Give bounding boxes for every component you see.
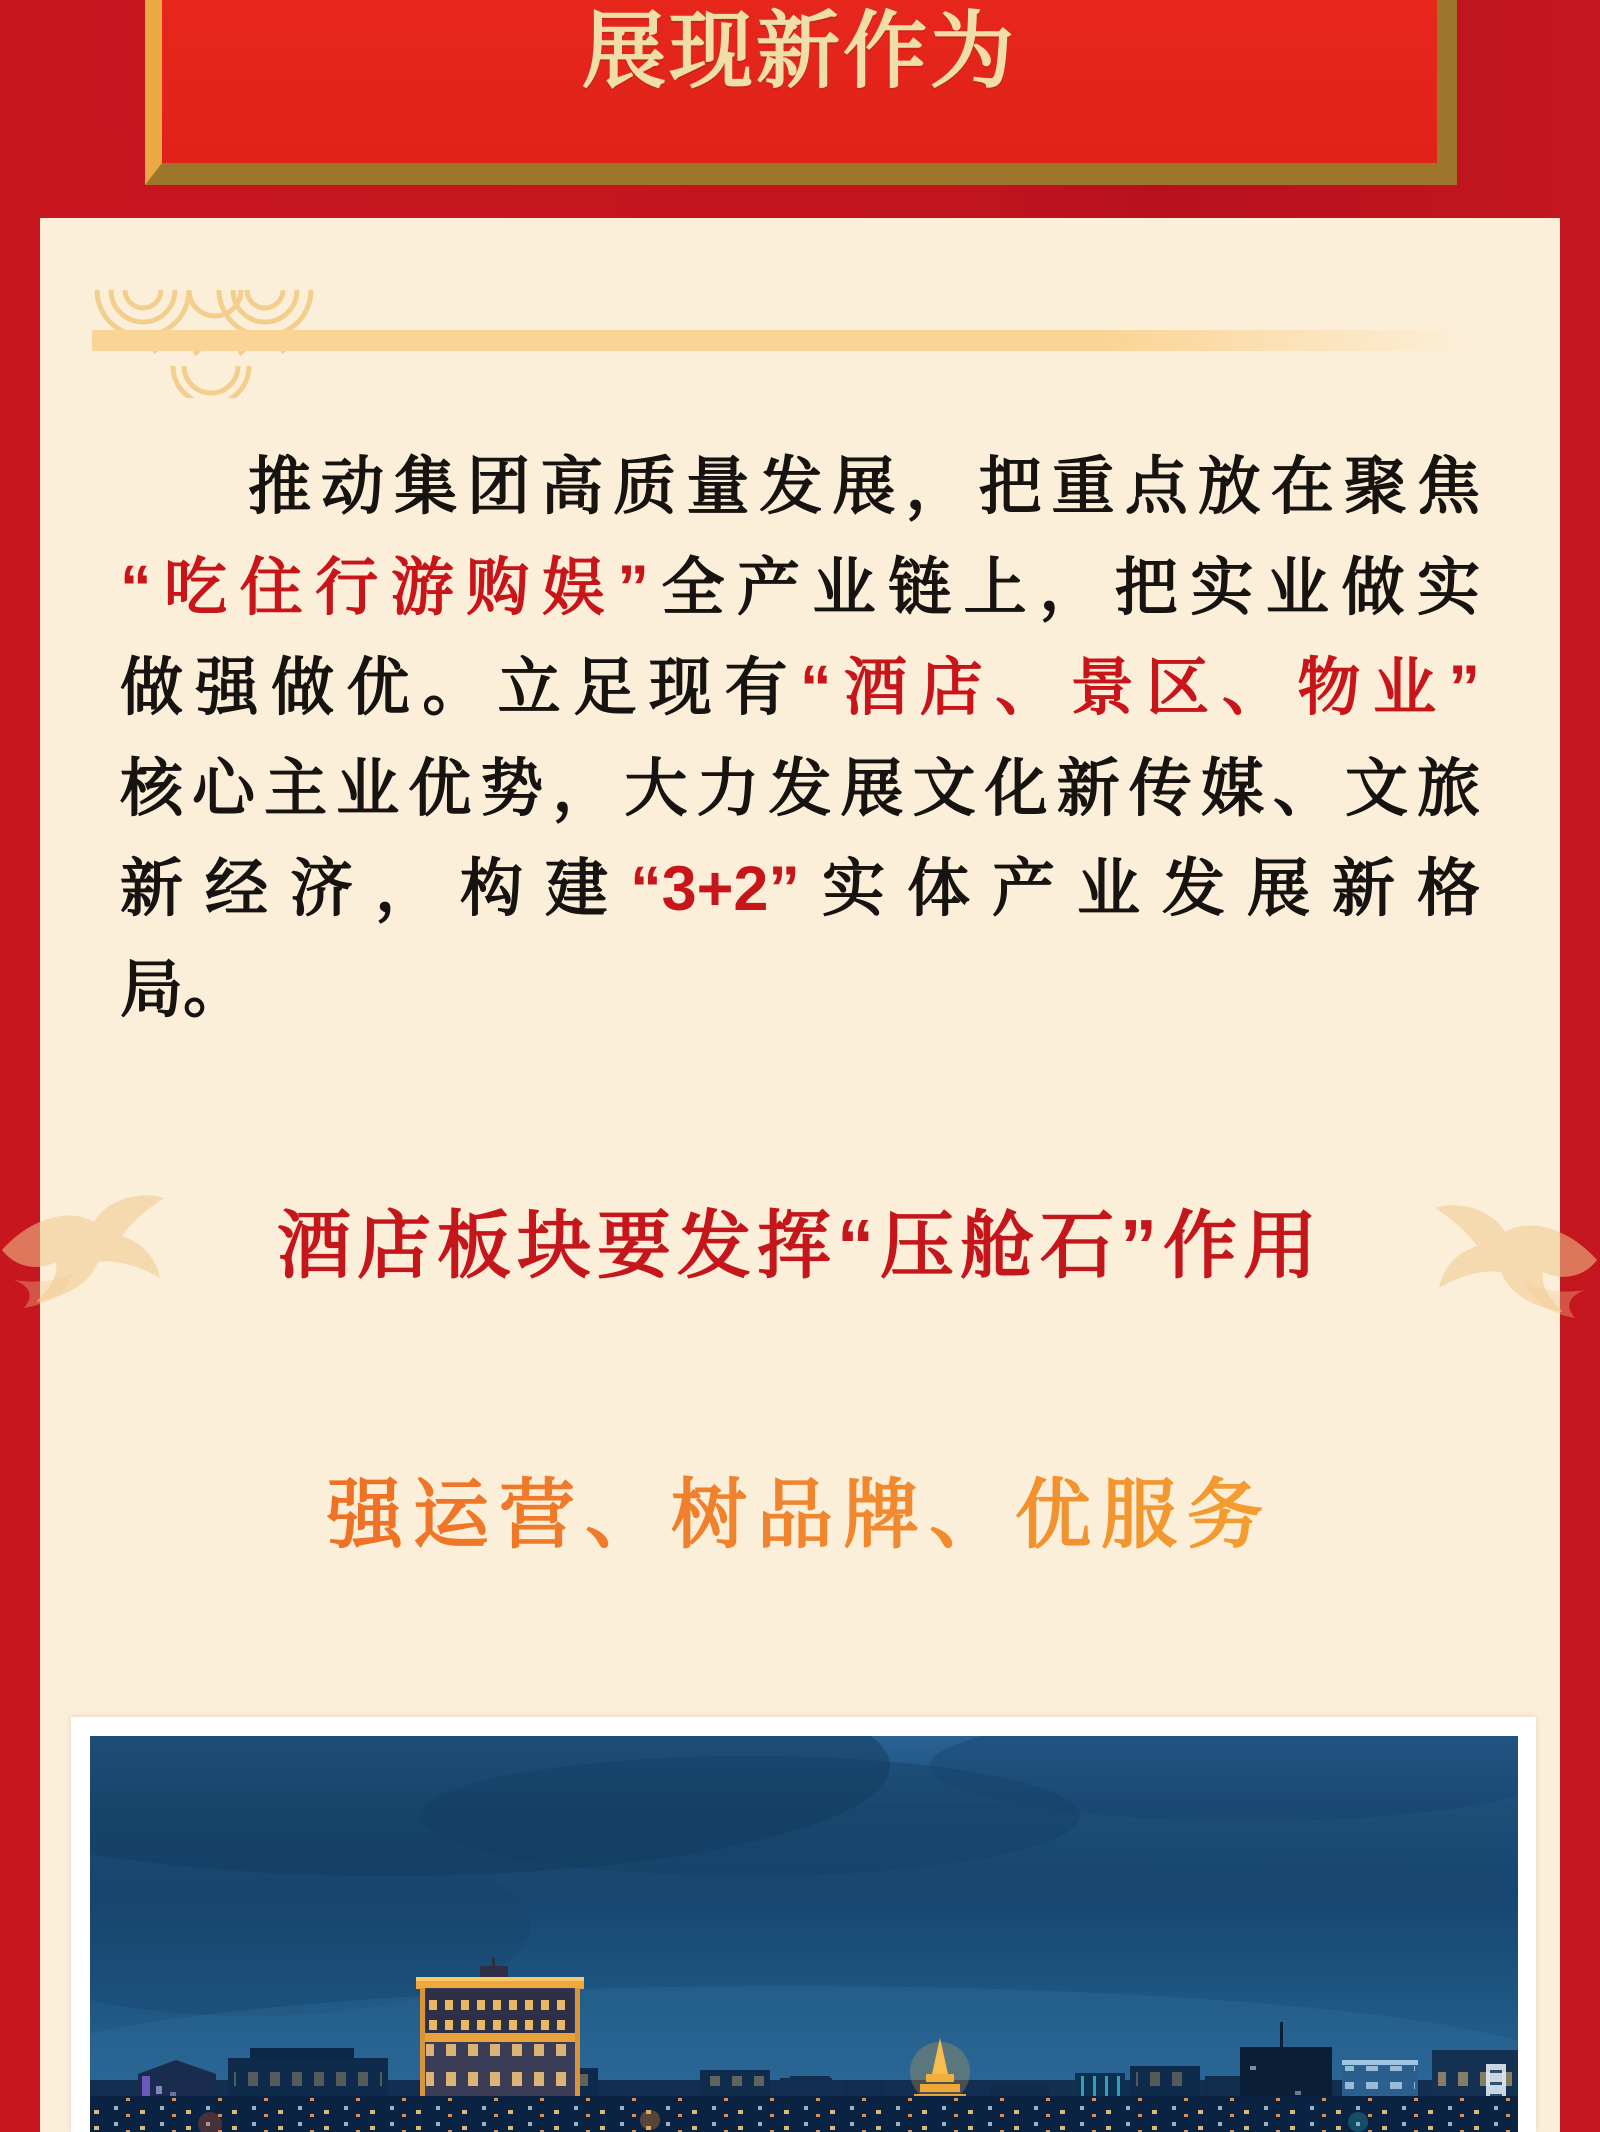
text-run: 新经济，构建 <box>120 854 631 924</box>
text-run: 局。 <box>120 954 246 1025</box>
gold-divider-bar <box>92 330 1492 351</box>
content-card <box>40 218 1560 2132</box>
dove-right-icon <box>1430 1198 1600 1323</box>
paragraph-line <box>120 739 1480 840</box>
text-run: 做强做优。立足现有 <box>120 653 800 723</box>
cloud-arcs-icon <box>85 248 385 398</box>
body-paragraph <box>120 437 1480 1040</box>
text-run: “酒店、景区、物业” <box>800 653 1480 723</box>
paragraph-line <box>120 538 1480 639</box>
city-night-photo <box>90 1736 1518 2132</box>
section-heading: 酒店板块要发挥“压舱石”作用 <box>277 1204 1323 1287</box>
text-run: 推动集团高质量发展，把重点放在聚焦 <box>248 452 1480 522</box>
paragraph-line <box>120 437 1480 538</box>
dove-left-icon <box>0 1188 169 1313</box>
paragraph-line <box>120 638 1480 739</box>
photo-frame <box>71 1717 1536 2132</box>
text-run: “吃住行游购娱” <box>120 552 649 623</box>
paragraph-line <box>120 940 1480 1041</box>
banner-title: 展现新作为 <box>581 4 1017 98</box>
header-banner <box>145 0 1457 185</box>
text-run: 核心主业优势，大力发展文化新传媒、文旅 <box>120 753 1480 824</box>
paragraph-line <box>120 839 1480 940</box>
text-run: 实体产业发展新格 <box>799 854 1481 924</box>
text-run: 全产业链上，把实业做实 <box>648 552 1481 623</box>
text-run: “3+2” <box>630 854 800 924</box>
section-subtitle: 强运营、树品牌、优服务 <box>40 1466 1560 1566</box>
city-skyline-graphic <box>90 1736 1518 2132</box>
